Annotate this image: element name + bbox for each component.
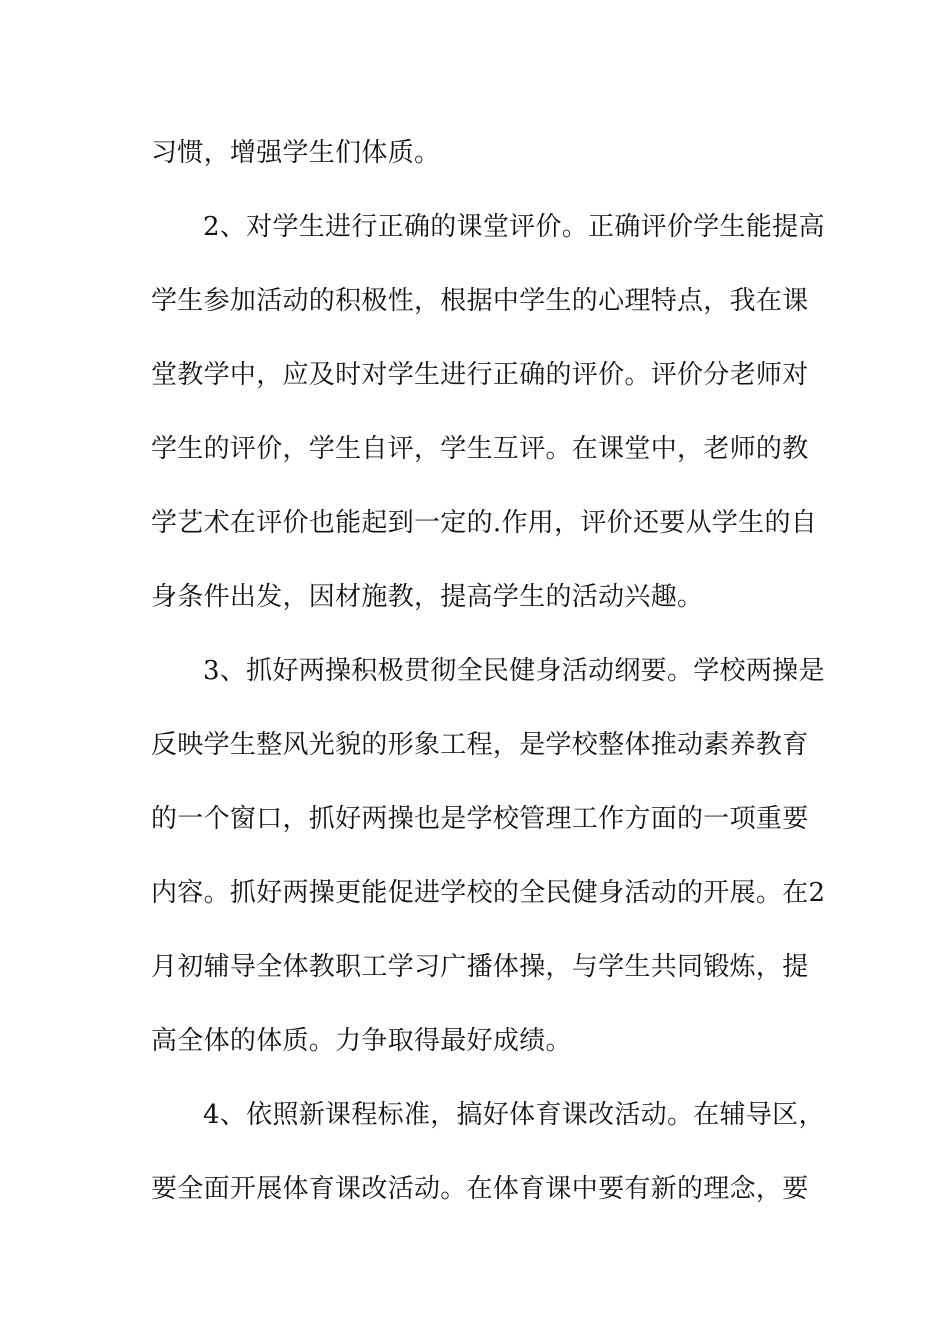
text-line: 身条件出发，因材施教，提高学生的活动兴趣。 bbox=[151, 582, 704, 612]
document-body bbox=[151, 128, 826, 1238]
text-line: 高全体的体质。力争取得最好成绩。 bbox=[151, 1026, 572, 1056]
paragraph-start-line: 2、对学生进行正确的课堂评价。正确评价学生能提高 bbox=[203, 212, 825, 242]
text-line: 学艺术在评价也能起到一定的.作用，评价还要从学生的自 bbox=[151, 508, 818, 538]
text-line: 学生参加活动的积极性，根据中学生的心理特点，我在课 bbox=[151, 286, 809, 316]
text-line: 要全面开展体育课改活动。在体育课中要有新的理念，要 bbox=[151, 1174, 809, 1204]
text-line: 堂教学中，应及时对学生进行正确的评价。评价分老师对 bbox=[151, 360, 809, 390]
text-line: 的一个窗口，抓好两操也是学校管理工作方面的一项重要 bbox=[151, 804, 809, 834]
text-line: 内容。抓好两操更能促进学校的全民健身活动的开展。在2 bbox=[151, 878, 826, 908]
paragraph-start-line: 3、抓好两操积极贯彻全民健身活动纲要。学校两操是 bbox=[203, 656, 825, 686]
paragraph-start-line: 4、依照新课程标准，搞好体育课改活动。在辅导区， bbox=[203, 1100, 825, 1130]
text-line: 月初辅导全体教职工学习广播体操，与学生共同锻炼，提 bbox=[151, 952, 809, 982]
text-line: 反映学生整风光貌的形象工程，是学校整体推动素养教育 bbox=[151, 730, 809, 760]
text-line: 学生的评价，学生自评，学生互评。在课堂中，老师的教 bbox=[151, 434, 809, 464]
text-line: 习惯，增强学生们体质。 bbox=[151, 138, 441, 168]
